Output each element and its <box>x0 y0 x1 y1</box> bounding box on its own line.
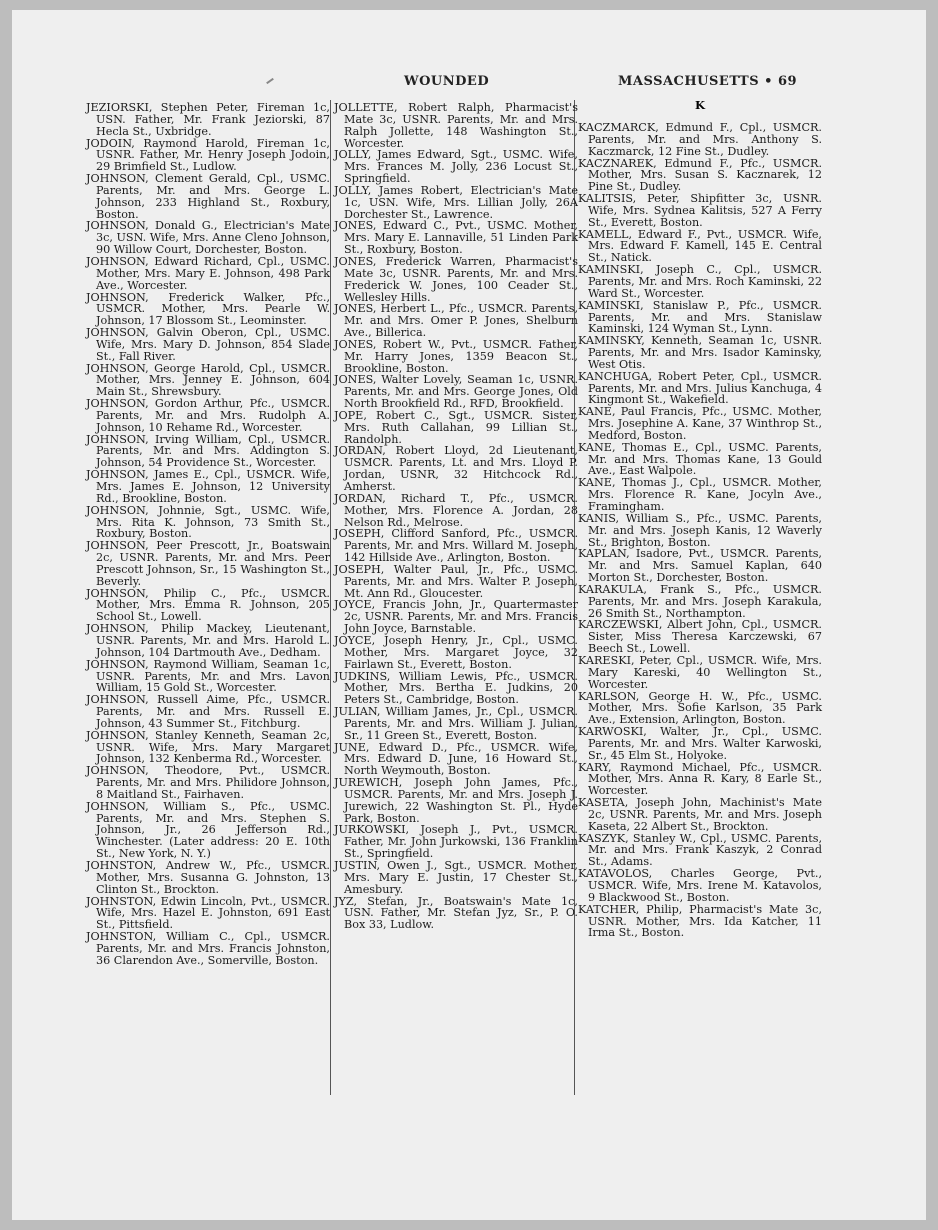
column-divider <box>330 100 331 1095</box>
listing-entry: JOHNSON, Edward Richard, Cpl., USMC. Mother, Mrs. Mary E. Johnson, 498 Park Ave., Worcester. <box>86 254 330 292</box>
column-1 <box>86 102 330 967</box>
listing-entry: JONES, Walter Lovely, Seaman 1c, USNR. Parents, Mr. and Mrs. George Jones, Old North Brookfield Rd., RFD, Brookfield. <box>334 373 578 411</box>
listing-entry: KANE, Thomas E., Cpl., USMC. Parents, Mr. and Mrs. Thomas Kane, 13 Gould Ave., East Walpole. <box>578 440 822 478</box>
page-header <box>12 74 926 94</box>
listing-entry: JOHNSON, Galvin Oberon, Cpl., USMC. Wife, Mrs. Mary D. Johnson, 854 Slade St., Fall River. <box>86 326 330 363</box>
document-page <box>12 10 926 1220</box>
listing-entry: JOHNSON, Theodore, Pvt., USMCR. Parents, Mr. and Mrs. Philidore Johnson, 8 Maitland St., Fairhaven. <box>86 764 330 801</box>
listing-entry: KATCHER, Philip, Pharmacist's Mate 3c, USNR. Mother, Mrs. Ida Katcher, 11 Irma St., Boston. <box>578 902 822 940</box>
listing-entry: KANE, Paul Francis, Pfc., USMC. Mother, Mrs. Josephine A. Kane, 37 Winthrop St., Medford, Boston. <box>578 405 822 442</box>
listing-entry: KAMINSKI, Stanislaw P., Pfc., USMCR. Parents, Mr. and Mrs. Stanislaw Kaminski, 124 Wyman St., Lynn. <box>578 298 822 336</box>
listing-entry: JOHNSON, Peer Prescott, Jr., Boatswain 2c, USNR. Parents, Mr. and Mrs. Peer Prescott Johnson, Sr., 15 Washington St., Beverly. <box>86 539 330 588</box>
listing-entry: JOLLETTE, Robert Ralph, Pharmacist's Mate 3c, USNR. Parents, Mr. and Mrs. Ralph Jollette, 148 Washington St., Worcester. <box>334 101 578 150</box>
listing-entry: JONES, Frederick Warren, Pharmacist's Mate 3c, USNR. Parents, Mr. and Mrs. Frederick W. Jones, 100 Ceader St., Wellesley Hills. <box>334 254 578 304</box>
listing-entry: JOPE, Robert C., Sgt., USMCR. Sister, Mrs. Ruth Callahan, 99 Lillian St., Randolph. <box>334 408 578 446</box>
listing-entry: JOHNSON, George Harold, Cpl., USMCR. Mother, Mrs. Jenney E. Johnson, 604 Main St., Shrewsbury. <box>86 361 330 399</box>
listing-entry: JOHNSTON, William C., Cpl., USMCR. Parents, Mr. and Mrs. Francis Johnston, 36 Clarendon Ave., Somerville, Boston. <box>86 930 330 967</box>
listing-entry: KARLSON, George H. W., Pfc., USMC. Mother, Mrs. Sofie Karlson, 35 Park Ave., Extension, Arlington, Boston. <box>578 689 822 727</box>
listing-entry: KARCZEWSKI, Albert John, Cpl., USMCR. Sister, Miss Theresa Karczewski, 67 Beech St., Lowell. <box>578 618 822 656</box>
listing-entry: JEZIORSKI, Stephen Peter, Fireman 1c, USN. Father, Mr. Frank Jeziorski, 87 Hecla St., Uxbridge. <box>86 101 330 138</box>
listing-entry: JOYCE, Joseph Henry, Jr., Cpl., USMC. Mother, Mrs. Margaret Joyce, 32 Fairlawn St., Everett, Boston. <box>334 633 578 671</box>
listing-entry: JORDAN, Robert Lloyd, 2d Lieutenant, USMCR. Parents, Lt. and Mrs. Lloyd P. Jordan, USNR, 32 Hitchcock Rd., Amherst. <box>334 444 578 493</box>
listing-entry: JOHNSON, Frederick Walker, Pfc., USMCR. Mother, Mrs. Pearle W. Johnson, 17 Blossom St., Leominster. <box>86 290 330 328</box>
listing-entry: JOHNSTON, Edwin Lincoln, Pvt., USMCR. Wife, Mrs. Hazel E. Johnston, 691 East St., Pittsfield. <box>86 894 330 932</box>
listing-entry: JOLLY, James Edward, Sgt., USMC. Wife, Mrs. Frances M. Jolly, 236 Locust St., Springfield. <box>334 148 578 186</box>
listing-entry: JONES, Robert W., Pvt., USMCR. Father, Mr. Harry Jones, 1359 Beacon St., Brookline, Boston. <box>334 337 578 375</box>
listing-entry: JOHNSON, William S., Pfc., USMC. Parents, Mr. and Mrs. Stephen S. Johnson, Jr., 26 Jefferson Rd., Winchester. (Later address: 20 E. 10th St., New York, N. Y.) <box>86 799 330 861</box>
listing-entry: JULIAN, William James, Jr., Cpl., USMCR. Parents, Mr. and Mrs. William J. Julian, Sr., 11 Green St., Everett, Boston. <box>334 705 578 742</box>
listing-entry: JOHNSON, Stanley Kenneth, Seaman 2c, USNR. Wife, Mrs. Mary Margaret Johnson, 132 Kenberma Rd., Worcester. <box>86 728 330 766</box>
listing-entry: KATAVOLOS, Charles George, Pvt., USMCR. Wife, Mrs. Irene M. Katavolos, 9 Blackwood St., Boston. <box>578 867 822 904</box>
listing-entry: KAMINSKY, Kenneth, Seaman 1c, USNR. Parents, Mr. and Mrs. Isador Kaminsky, West Otis. <box>578 334 822 371</box>
listing-entry: KACZMARCK, Edmund F., Cpl., USMCR. Parents, Mr. and Mrs. Anthony S. Kaczmarck, 12 Fine St., Dudley. <box>578 121 822 158</box>
listing-entry: JONES, Herbert L., Pfc., USMCR. Parents, Mr. and Mrs. Omer P. Jones, Shelburn Ave., Billerica. <box>334 302 578 340</box>
listing-entry: KAPLAN, Isadore, Pvt., USMCR. Parents, Mr. and Mrs. Samuel Kaplan, 640 Morton St., Dorchester, Boston. <box>578 547 822 585</box>
listing-entry: KACZNAREK, Edmund F., Pfc., USMCR. Mother, Mrs. Susan S. Kacznarek, 12 Pine St., Dudley. <box>578 156 822 194</box>
listing-entry: JOHNSON, Gordon Arthur, Pfc., USMCR. Parents, Mr. and Mrs. Rudolph A. Johnson, 10 Rehame Rd., Worcester. <box>86 397 330 434</box>
listing-entry: JYZ, Stefan, Jr., Boatswain's Mate 1c, USN. Father, Mr. Stefan Jyz, Sr., P. O. Box 33, Ludlow. <box>334 894 578 932</box>
listing-entry: JUNE, Edward D., Pfc., USMCR. Wife, Mrs. Edward D. June, 16 Howard St., North Weymouth, Boston. <box>334 740 578 778</box>
listing-entry: KAMINSKI, Joseph C., Cpl., USMCR. Parents, Mr. and Mrs. Roch Kaminski, 22 Ward St., Worcester. <box>578 263 822 300</box>
listing-entry: JOSEPH, Walter Paul, Jr., Pfc., USMC. Parents, Mr. and Mrs. Walter P. Joseph, Mt. Ann Rd., Gloucester. <box>334 562 578 600</box>
listing-entry: JOHNSON, Irving William, Cpl., USMCR. Parents, Mr. and Mrs. Addington S. Johnson, 54 Providence St., Worcester. <box>86 432 330 470</box>
listing-entry: JURKOWSKI, Joseph J., Pvt., USMCR. Father, Mr. John Jurkowski, 136 Franklin St., Springfield. <box>334 823 578 861</box>
listing-entry: JOHNSON, Russell Aime, Pfc., USMCR. Parents, Mr. and Mrs. Russell E. Johnson, 43 Summer St., Fitchburg. <box>86 693 330 730</box>
listing-entry: JODOIN, Raymond Harold, Fireman 1c, USNR. Father, Mr. Henry Joseph Jodoin, 29 Brimfield St., Ludlow. <box>86 136 330 174</box>
listing-entry: JUSTIN, Owen J., Sgt., USMCR. Mother, Mrs. Mary E. Justin, 17 Chester St., Amesbury. <box>334 859 578 896</box>
listing-entry: KASETA, Joseph John, Machinist's Mate 2c, USNR. Parents, Mr. and Mrs. Joseph Kaseta, 22 Albert St., Brockton. <box>578 796 822 833</box>
listing-entry: JOHNSON, Donald G., Electrician's Mate 3c, USN. Wife, Mrs. Anne Cleno Johnson, 90 Willow Court, Dorchester, Boston. <box>86 219 330 257</box>
listing-entry: KARAKULA, Frank S., Pfc., USMCR. Parents, Mr. and Mrs. Joseph Karakula, 26 Smith St., Northampton. <box>578 582 822 620</box>
listing-entry: KAMELL, Edward F., Pvt., USMCR. Wife, Mrs. Edward F. Kamell, 145 E. Central St., Natick. <box>578 227 822 265</box>
listing-entry: JOHNSTON, Andrew W., Pfc., USMCR. Mother, Mrs. Susanna G. Johnston, 13 Clinton St., Brockton. <box>86 859 330 896</box>
listing-entry: JOHNSON, Philip Mackey, Lieutenant, USNR. Parents, Mr. and Mrs. Harold L. Johnson, 104 Dartmouth Ave., Dedham. <box>86 622 330 659</box>
listing-entry: JOHNSON, Philip C., Pfc., USMCR. Mother, Mrs. Emma R. Johnson, 205 School St., Lowell. <box>86 586 330 624</box>
listing-entry: KANIS, William S., Pfc., USMC. Parents, Mr. and Mrs. Joseph Kanis, 12 Waverly St., Brighton, Boston. <box>578 511 822 549</box>
column-3 <box>578 122 822 939</box>
listing-entry: KALITSIS, Peter, Shipfitter 3c, USNR. Wife, Mrs. Sydnea Kalitsis, 527 A Ferry St., Everett, Boston. <box>578 192 822 229</box>
listing-entry: JOYCE, Francis John, Jr., Quartermaster 2c, USNR. Parents, Mr. and Mrs. Francis John Joyce, Barnstable. <box>334 598 578 636</box>
listing-entry: JONES, Edward C., Pvt., USMC. Mother, Mrs. Mary E. Lannaville, 51 Linden Park St., Roxbury, Boston. <box>334 219 578 257</box>
listing-entry: JUREWICH, Joseph John James, Pfc., USMCR. Parents, Mr. and Mrs. Joseph J. Jurewich, 22 Washington St. Pl., Hyde Park, Boston. <box>334 776 578 825</box>
listing-entry: KASZYK, Stanley W., Cpl., USMC. Parents, Mr. and Mrs. Frank Kaszyk, 2 Conrad St., Adams. <box>578 831 822 869</box>
header-state-page: MASSACHUSETTS • 69 <box>618 74 798 89</box>
listing-entry: JUDKINS, William Lewis, Pfc., USMCR. Mother, Mrs. Bertha E. Judkins, 20 Peters St., Cambridge, Boston. <box>334 669 578 707</box>
listing-entry: JORDAN, Richard T., Pfc., USMCR. Mother, Mrs. Florence A. Jordan, 28 Nelson Rd., Melrose. <box>334 491 578 529</box>
listing-entry: KARESKI, Peter, Cpl., USMCR. Wife, Mrs. Mary Kareski, 40 Wellington St., Worcester. <box>578 653 822 691</box>
listing-entry: KANCHUGA, Robert Peter, Cpl., USMCR. Parents, Mr. and Mrs. Julius Kanchuga, 4 Kingmont St., Wakefield. <box>578 369 822 407</box>
listing-entry: JOHNSON, James E., Cpl., USMCR. Wife, Mrs. James E. Johnson, 12 University Rd., Brookline, Boston. <box>86 468 330 505</box>
listing-entry: JOSEPH, Clifford Sanford, Pfc., USMCR. Parents, Mr. and Mrs. Willard M. Joseph, 142 Hillside Ave., Arlington, Boston. <box>334 527 578 565</box>
listing-entry: KARY, Raymond Michael, Pfc., USMCR. Mother, Mrs. Anna R. Kary, 8 Earle St., Worcester. <box>578 760 822 798</box>
listing-entry: KARWOSKI, Walter, Jr., Cpl., USMC. Parents, Mr. and Mrs. Walter Karwoski, Sr., 45 Elm St., Holyoke. <box>578 725 822 762</box>
header-title: WOUNDED <box>404 74 490 89</box>
listing-entry: JOHNSON, Raymond William, Seaman 1c, USNR. Parents, Mr. and Mrs. Lavon William, 15 Gold St., Worcester. <box>86 657 330 695</box>
column-2 <box>334 102 578 931</box>
section-letter: K <box>695 98 705 112</box>
listing-entry: JOHNSON, Johnnie, Sgt., USMC. Wife, Mrs. Rita K. Johnson, 73 Smith St., Roxbury, Boston. <box>86 503 330 541</box>
listing-entry: JOLLY, James Robert, Electrician's Mate 1c, USN. Wife, Mrs. Lillian Jolly, 26A Dorchester St., Lawrence. <box>334 183 578 221</box>
listing-entry: KANE, Thomas J., Cpl., USMCR. Mother, Mrs. Florence R. Kane, Jocyln Ave., Framingham. <box>578 476 822 513</box>
listing-entry: JOHNSON, Clement Gerald, Cpl., USMC. Parents, Mr. and Mrs. George L. Johnson, 233 Highland St., Roxbury, Boston. <box>86 172 330 221</box>
